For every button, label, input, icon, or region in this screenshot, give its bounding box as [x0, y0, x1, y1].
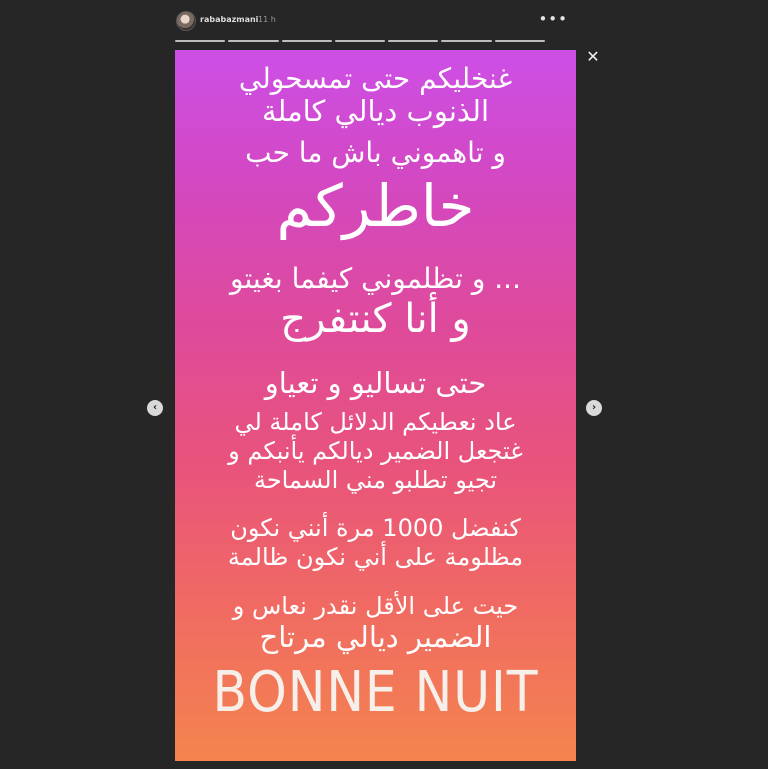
story-text-line: غنخليكم حتى تمسحولي [238, 62, 513, 95]
progress-segment [282, 40, 332, 42]
story-signoff: BONNE NUIT [212, 660, 539, 725]
progress-segment [175, 40, 225, 42]
story-text-line: تجيو تطلبو مني السماحة [253, 466, 498, 494]
story-text-line: حيت على الأقل نقدر نعاس و [232, 592, 519, 620]
progress-segment [335, 40, 385, 42]
story-text-line: حتى تساليو و تعياو [264, 366, 487, 400]
story-text-line: و أنا كنتفرج [280, 296, 471, 342]
progress-segment [228, 40, 278, 42]
post-time: 11 h [258, 15, 276, 24]
more-horizontal-icon[interactable]: ••• [538, 10, 568, 28]
story-text-line: الضمير ديالي مرتاح [259, 620, 492, 654]
progress-segment [388, 40, 438, 42]
story-text-line: الذنوب ديالي كاملة [261, 94, 490, 128]
story-text-line: خاطركم [276, 172, 475, 240]
progress-segment [495, 40, 545, 42]
story-header [174, 8, 574, 34]
progress-segment [441, 40, 491, 42]
close-icon[interactable]: ✕ [586, 47, 600, 66]
username[interactable]: rababazmani [200, 15, 259, 24]
story-text-line: عاد نعطيكم الدلائل كاملة لي [234, 408, 517, 436]
chevron-right-icon[interactable]: › [586, 400, 602, 416]
story-progress-bar [175, 40, 545, 42]
story-text-line: و تظلموني كيفما بغيتو ... [230, 262, 521, 295]
story-text-line: مظلومة على أني نكون ظالمة [227, 543, 524, 571]
avatar[interactable] [176, 11, 196, 31]
story-text-line: كنفضل 1000 مرة أنني نكون [230, 514, 521, 542]
story-content[interactable] [175, 50, 576, 761]
story-text-line: و تاهموني باش ما حب [245, 136, 506, 169]
story-text-line: غتجعل الضمير ديالكم يأنبكم و [228, 437, 523, 465]
chevron-left-icon[interactable]: ‹ [147, 400, 163, 416]
